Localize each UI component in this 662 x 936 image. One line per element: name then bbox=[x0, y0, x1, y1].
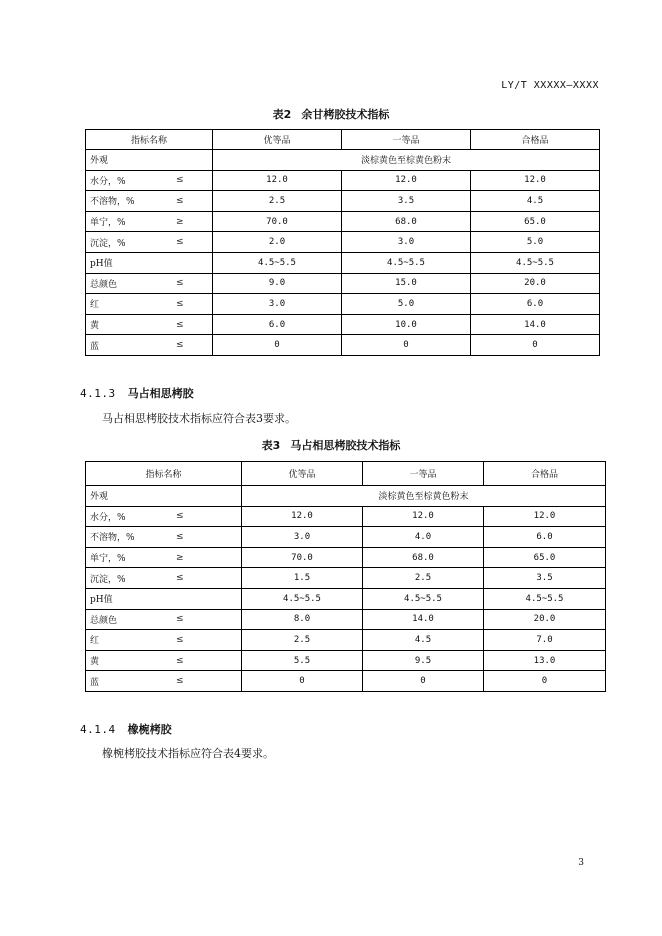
column-header: 一等品 bbox=[363, 462, 484, 486]
grade-value: 70.0 bbox=[213, 211, 342, 232]
indicator-cell bbox=[86, 671, 242, 692]
limit-symbol: ≤ bbox=[176, 614, 184, 625]
limit-symbol: ≤ bbox=[176, 237, 184, 248]
grade-value: 20.0 bbox=[471, 273, 600, 294]
limit-symbol: ≤ bbox=[176, 298, 184, 309]
indicator-cell bbox=[86, 506, 242, 527]
limit-symbol: ≥ bbox=[176, 216, 184, 227]
table-row bbox=[86, 609, 606, 630]
limit-symbol: ≤ bbox=[176, 655, 184, 666]
table-row bbox=[86, 150, 600, 171]
column-header: 指标名称 bbox=[86, 130, 213, 150]
indicator-cell bbox=[86, 211, 213, 232]
grade-value: 6.0 bbox=[484, 527, 606, 548]
limit-symbol: ≤ bbox=[176, 278, 184, 289]
limit-symbol: ≤ bbox=[176, 634, 184, 645]
section-4-1-3-heading bbox=[80, 385, 194, 401]
section-title: 马占相思栲胶 bbox=[127, 387, 194, 400]
table3 bbox=[85, 461, 606, 692]
indicator-cell bbox=[86, 335, 213, 356]
indicator-name: 黄 bbox=[90, 321, 100, 332]
table-row bbox=[86, 335, 600, 356]
section-number: 4.1.3 bbox=[80, 387, 116, 400]
limit-symbol: ≥ bbox=[176, 552, 184, 563]
table-row bbox=[86, 314, 600, 335]
grade-value: 4.0 bbox=[363, 527, 484, 548]
indicator-cell bbox=[86, 547, 242, 568]
indicator-name: 沉淀，% bbox=[90, 574, 126, 585]
grade-value: 0 bbox=[342, 335, 471, 356]
indicator-name: pH值 bbox=[90, 595, 113, 606]
grade-value: 65.0 bbox=[484, 547, 606, 568]
grade-value: 3.5 bbox=[342, 191, 471, 212]
grade-value: 4.5 bbox=[471, 191, 600, 212]
grade-value: 6.0 bbox=[213, 314, 342, 335]
indicator-name: 单宁，% bbox=[90, 554, 126, 565]
indicator-name: 总颜色 bbox=[90, 279, 118, 290]
indicator-cell bbox=[86, 294, 213, 315]
grade-value: 9.5 bbox=[363, 650, 484, 671]
appearance-value: 淡棕黄色至棕黄色粉末 bbox=[242, 486, 606, 507]
section-4-1-3-paragraph: 马占相思栲胶技术指标应符合表3要求。 bbox=[102, 412, 296, 425]
page-number: 3 bbox=[578, 858, 584, 868]
table-row bbox=[86, 630, 606, 651]
column-header: 优等品 bbox=[213, 130, 342, 150]
table-row bbox=[86, 671, 606, 692]
grade-value: 5.0 bbox=[471, 232, 600, 253]
limit-symbol: ≤ bbox=[176, 531, 184, 542]
indicator-cell bbox=[86, 630, 242, 651]
grade-value: 2.0 bbox=[213, 232, 342, 253]
column-header: 优等品 bbox=[242, 462, 363, 486]
table2-caption bbox=[0, 106, 662, 122]
grade-value: 2.5 bbox=[213, 191, 342, 212]
limit-symbol: ≤ bbox=[176, 340, 184, 351]
grade-value: 2.5 bbox=[242, 630, 363, 651]
grade-value: 10.0 bbox=[342, 314, 471, 335]
indicator-name: 沉淀，% bbox=[90, 238, 126, 249]
limit-symbol: ≤ bbox=[176, 195, 184, 206]
grade-value: 14.0 bbox=[363, 609, 484, 630]
grade-value: 4.5 bbox=[363, 630, 484, 651]
table-row bbox=[86, 527, 606, 548]
grade-value: 0 bbox=[242, 671, 363, 692]
grade-value: 0 bbox=[363, 671, 484, 692]
grade-value: 68.0 bbox=[342, 211, 471, 232]
grade-value: 5.0 bbox=[342, 294, 471, 315]
indicator-cell bbox=[86, 568, 242, 589]
indicator-cell bbox=[86, 232, 213, 253]
column-header: 合格品 bbox=[484, 462, 606, 486]
grade-value: 4.5~5.5 bbox=[242, 588, 363, 609]
grade-value: 12.0 bbox=[471, 170, 600, 191]
indicator-name: 蓝 bbox=[90, 341, 100, 352]
grade-value: 0 bbox=[213, 335, 342, 356]
indicator-name: 红 bbox=[90, 636, 100, 647]
indicator-name: 不溶物，% bbox=[90, 533, 135, 544]
grade-value: 12.0 bbox=[363, 506, 484, 527]
grade-value: 4.5~5.5 bbox=[342, 252, 471, 273]
grade-value: 8.0 bbox=[242, 609, 363, 630]
indicator-name: 外观 bbox=[86, 150, 213, 171]
grade-value: 20.0 bbox=[484, 609, 606, 630]
indicator-name: 水分，% bbox=[90, 512, 126, 523]
column-header: 指标名称 bbox=[86, 462, 242, 486]
grade-value: 1.5 bbox=[242, 568, 363, 589]
indicator-name: 红 bbox=[90, 300, 100, 311]
column-header: 合格品 bbox=[471, 130, 600, 150]
table-row bbox=[86, 211, 600, 232]
grade-value: 68.0 bbox=[363, 547, 484, 568]
grade-value: 0 bbox=[484, 671, 606, 692]
table-header-row bbox=[86, 462, 606, 486]
table-row bbox=[86, 294, 600, 315]
grade-value: 12.0 bbox=[213, 170, 342, 191]
indicator-cell bbox=[86, 650, 242, 671]
grade-value: 15.0 bbox=[342, 273, 471, 294]
indicator-cell bbox=[86, 273, 213, 294]
indicator-name: 蓝 bbox=[90, 677, 100, 688]
table-row bbox=[86, 170, 600, 191]
grade-value: 4.5~5.5 bbox=[363, 588, 484, 609]
grade-value: 9.0 bbox=[213, 273, 342, 294]
section-4-1-4-heading bbox=[80, 721, 172, 737]
grade-value: 12.0 bbox=[242, 506, 363, 527]
document-code: LY/T XXXXX—XXXX bbox=[501, 80, 599, 91]
grade-value: 3.0 bbox=[213, 294, 342, 315]
table-header-row bbox=[86, 130, 600, 150]
table-row bbox=[86, 650, 606, 671]
indicator-name: 水分，% bbox=[90, 176, 126, 187]
table-row bbox=[86, 273, 600, 294]
indicator-cell bbox=[86, 191, 213, 212]
limit-symbol: ≤ bbox=[176, 319, 184, 330]
grade-value: 4.5~5.5 bbox=[213, 252, 342, 273]
grade-value: 7.0 bbox=[484, 630, 606, 651]
indicator-cell bbox=[86, 170, 213, 191]
grade-value: 3.0 bbox=[342, 232, 471, 253]
grade-value: 4.5~5.5 bbox=[471, 252, 600, 273]
grade-value: 3.0 bbox=[242, 527, 363, 548]
indicator-name: pH值 bbox=[90, 259, 113, 270]
table2-number: 表2 bbox=[272, 108, 292, 121]
indicator-cell bbox=[86, 252, 213, 273]
table-row bbox=[86, 191, 600, 212]
table-row bbox=[86, 588, 606, 609]
table3-number: 表3 bbox=[261, 439, 281, 452]
table-row bbox=[86, 547, 606, 568]
grade-value: 2.5 bbox=[363, 568, 484, 589]
column-header: 一等品 bbox=[342, 130, 471, 150]
table2 bbox=[85, 129, 600, 356]
section-title: 橡椀栲胶 bbox=[127, 723, 172, 736]
table-row bbox=[86, 486, 606, 507]
table2-title: 余甘栲胶技术指标 bbox=[301, 108, 390, 121]
grade-value: 4.5~5.5 bbox=[484, 588, 606, 609]
grade-value: 6.0 bbox=[471, 294, 600, 315]
grade-value: 0 bbox=[471, 335, 600, 356]
table3-title: 马占相思栲胶技术指标 bbox=[290, 439, 401, 452]
grade-value: 13.0 bbox=[484, 650, 606, 671]
indicator-name: 外观 bbox=[86, 486, 242, 507]
grade-value: 12.0 bbox=[342, 170, 471, 191]
indicator-cell bbox=[86, 314, 213, 335]
table-row bbox=[86, 506, 606, 527]
section-number: 4.1.4 bbox=[80, 723, 116, 736]
grade-value: 70.0 bbox=[242, 547, 363, 568]
limit-symbol: ≤ bbox=[176, 573, 184, 584]
table3-caption bbox=[0, 437, 662, 453]
grade-value: 14.0 bbox=[471, 314, 600, 335]
limit-symbol: ≤ bbox=[176, 511, 184, 522]
indicator-name: 单宁，% bbox=[90, 218, 126, 229]
indicator-name: 总颜色 bbox=[90, 615, 118, 626]
grade-value: 5.5 bbox=[242, 650, 363, 671]
grade-value: 3.5 bbox=[484, 568, 606, 589]
limit-symbol: ≤ bbox=[176, 676, 184, 687]
table-row bbox=[86, 568, 606, 589]
table-row bbox=[86, 252, 600, 273]
appearance-value: 淡棕黄色至棕黄色粉末 bbox=[213, 150, 600, 171]
indicator-cell bbox=[86, 527, 242, 548]
indicator-name: 黄 bbox=[90, 657, 100, 668]
indicator-cell bbox=[86, 588, 242, 609]
indicator-name: 不溶物，% bbox=[90, 197, 135, 208]
grade-value: 12.0 bbox=[484, 506, 606, 527]
limit-symbol: ≤ bbox=[176, 175, 184, 186]
section-4-1-4-paragraph: 橡椀栲胶技术指标应符合表4要求。 bbox=[102, 747, 274, 760]
table-row bbox=[86, 232, 600, 253]
indicator-cell bbox=[86, 609, 242, 630]
grade-value: 65.0 bbox=[471, 211, 600, 232]
